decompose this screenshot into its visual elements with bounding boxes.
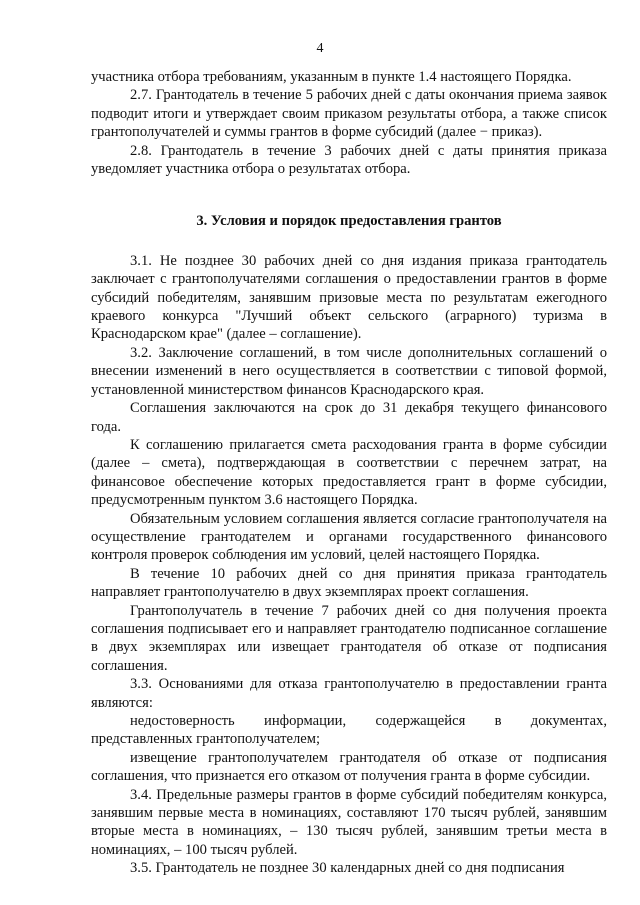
- paragraph-3-2: 3.2. Заключение соглашений, в том числе дополнительных соглашений о внесении изменений в него осуществляется в соответствии с типовой формой, установленной министерством финансов Краснодарского края.: [91, 344, 607, 398]
- section-3-title: 3. Условия и порядок предоставления грантов: [196, 213, 502, 230]
- paragraph-2-8: 2.8. Грантодатель в течение 3 рабочих дней с даты принятия приказа уведомляет участника отбора о результатах отбора.: [91, 142, 607, 178]
- paragraph-mandatory-condition: Обязательным условием соглашения является согласие грантополучателя на осуществление грантодателем и органами государственного финансового контроля проверок соблюдения им условий, целей настоящего Порядка.: [91, 510, 607, 564]
- paragraph-agreement-term: Соглашения заключаются на срок до 31 декабря текущего финансового года.: [91, 400, 607, 435]
- paragraph-3-3: 3.3. Основаниями для отказа грантополучателю в предоставлении гранта являются:: [91, 676, 607, 711]
- page-number: 4: [316, 41, 324, 56]
- document-body: [91, 68, 607, 878]
- paragraph-refusal-reason-2: извещение грантополучателем грантодателя об отказе от подписания соглашения, что признается его отказом от получения гранта в форме субсидии.: [91, 749, 607, 785]
- paragraph-estimate: К соглашению прилагается смета расходования гранта в форме субсидии (далее – смета), подтверждающая в соответствии с перечнем затрат, на финансовое обеспечение которых предоставляется грант в форме субсидии, предусмотренным пунктом 3.6 настоящего Порядка.: [91, 436, 607, 509]
- paragraph-3-5: 3.5. Грантодатель не позднее 30 календарных дней со дня подписания: [130, 860, 565, 877]
- paragraph-3-4: 3.4. Предельные размеры грантов в форме субсидий победителям конкурса, занявшим первые места в номинациях, составляют 170 тысяч рублей, занявшим вторые места в номинациях, – 130 тысяч рублей, занявшим третьи места в номинациях, – 100 тысяч рублей.: [91, 786, 607, 858]
- paragraph-2-7: 2.7. Грантодатель в течение 5 рабочих дней с даты окончания приема заявок подводит итоги и утверждает своим приказом результаты отбора, а также список грантополучателей и суммы грантов в форме субсидий (далее − приказ).: [91, 87, 607, 141]
- paragraph-continuation: участника отбора требованиям, указанным в пункте 1.4 настоящего Порядка.: [91, 69, 572, 85]
- paragraph-3-1: 3.1. Не позднее 30 рабочих дней со дня издания приказа грантодатель заключает с грантополучателями соглашения о предоставлении грантов в форме субсидий победителям, занявшим призовые места по результатам ежегодного краевого конкурса "Лучший объект сельского (аграрного) туризма в Краснодарском крае" (далее – соглашение).: [91, 252, 607, 343]
- paragraph-draft-agreement: В течение 10 рабочих дней со дня принятия приказа грантодатель направляет грантополучателю в двух экземплярах проект соглашения.: [91, 565, 607, 601]
- paragraph-signing: Грантополучатель в течение 7 рабочих дней со дня получения проекта соглашения подписывает его и направляет грантодателю подписанное соглашение в двух экземплярах или извещает грантодателя об отказе от подписания соглашения.: [91, 602, 607, 674]
- paragraph-refusal-reason-1: недостоверность информации, содержащейся в документах, представленных грантополучателем;: [91, 713, 607, 748]
